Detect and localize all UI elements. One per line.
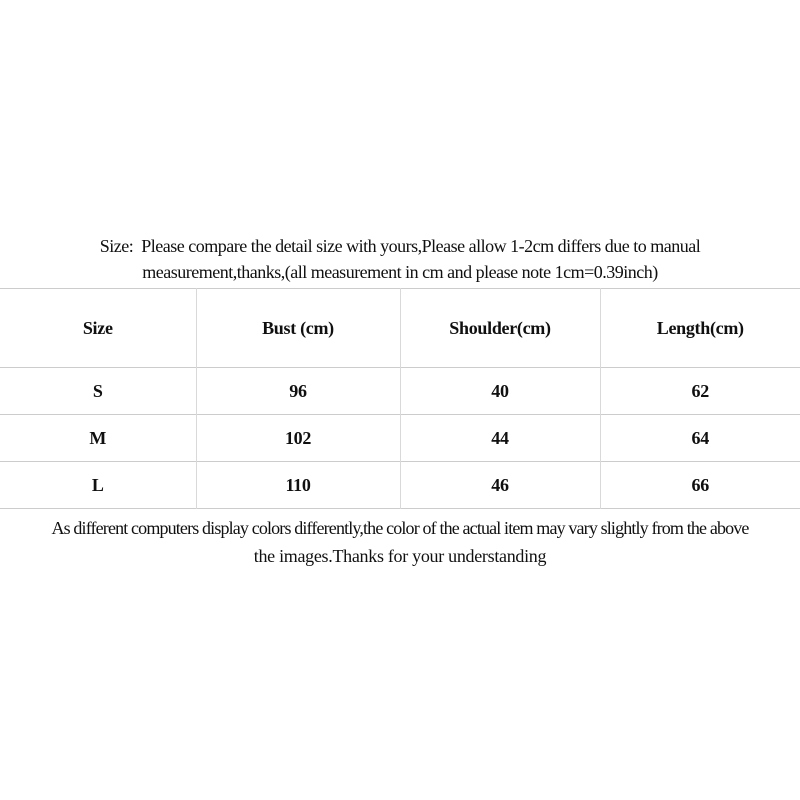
- cell-bust-s: 96: [196, 368, 400, 415]
- cell-shoulder-m: 44: [400, 415, 600, 462]
- cell-size-l: L: [91, 474, 104, 495]
- cell-size-m: M: [89, 427, 107, 448]
- column-header-bust: Bust (cm): [196, 289, 400, 368]
- column-header-shoulder: Shoulder(cm): [400, 289, 600, 368]
- cell-size-s: S: [92, 380, 103, 401]
- cell-bust-l: 110: [196, 462, 400, 509]
- size-note-line-1: Size: Please compare the detail size with yours,Please allow 1-2cm differs due to manual: [99, 236, 701, 256]
- cell-length-s: 62: [600, 368, 800, 415]
- column-header-size: Size: [82, 317, 113, 338]
- cell-bust-m: 102: [196, 415, 400, 462]
- cell-length-m: 64: [600, 415, 800, 462]
- color-note-line-1: As different computers display colors differently,the color of the actual item may vary slightly from the above: [51, 518, 749, 538]
- size-note: [0, 0, 800, 285]
- column-header-length: Length(cm): [600, 289, 800, 368]
- table-row-l: [0, 462, 800, 509]
- table-row-s: [0, 368, 800, 415]
- table-row-m: [0, 415, 800, 462]
- color-note-line-2: the images.Thanks for your understanding: [253, 546, 547, 566]
- size-table-header-row: [0, 289, 800, 368]
- cell-shoulder-l: 46: [400, 462, 600, 509]
- size-note-line-2: measurement,thanks,(all measurement in cm and please note 1cm=0.39inch): [142, 262, 658, 282]
- cell-shoulder-s: 40: [400, 368, 600, 415]
- cell-length-l: 66: [600, 462, 800, 509]
- size-table: [0, 288, 800, 509]
- color-note: [0, 514, 800, 570]
